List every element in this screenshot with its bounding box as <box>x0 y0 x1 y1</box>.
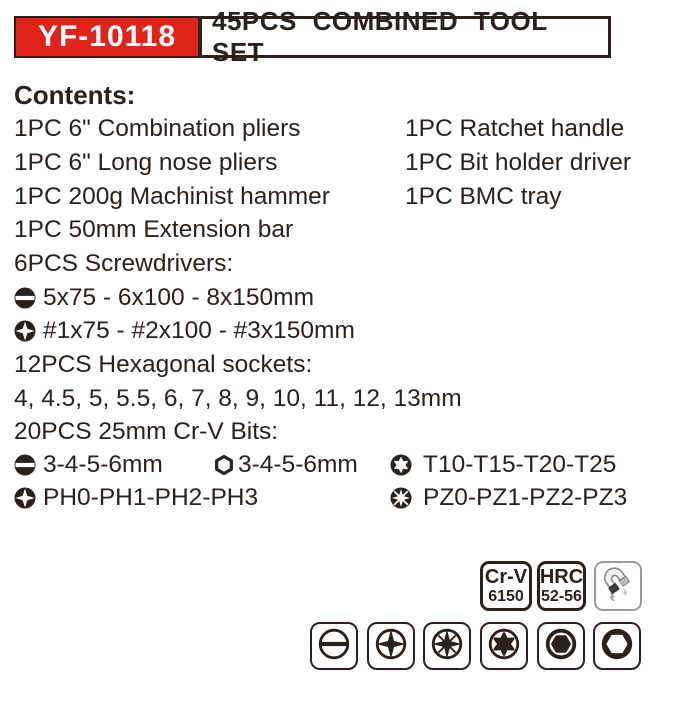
list-item: 1PC Bit holder driver <box>405 149 632 176</box>
magnet-icon <box>598 564 638 609</box>
hex-drive-icon <box>542 625 580 668</box>
pozidriv-drive-box <box>423 622 471 670</box>
slotted-drive-box <box>310 622 358 670</box>
slotted-screwdriver-icon <box>14 287 36 309</box>
hex-socket-sizes: 4, 4.5, 5, 5.5, 6, 7, 8, 9, 10, 11, 12, 13mm <box>14 385 462 412</box>
pozidriv-drive-icon <box>428 625 466 668</box>
slotted-drive-icon <box>315 625 353 668</box>
crv-steel-badge <box>480 561 532 611</box>
hex-sockets-heading-row <box>14 348 669 382</box>
product-code-badge <box>14 16 200 58</box>
torx-bit-icon <box>390 454 412 476</box>
hex-bit-icon <box>213 454 235 476</box>
torx-drive-box <box>480 622 528 670</box>
phillips-drive-icon <box>372 625 410 668</box>
list-item: 1PC Ratchet handle <box>405 115 625 142</box>
product-title: 45PCS COMBINED TOOL SET <box>212 6 548 67</box>
hardness-badge <box>537 561 586 611</box>
phillips-screwdriver-icon <box>14 320 36 342</box>
phillips-sizes: #1x75 - #2x100 - #3x150mm <box>43 317 355 344</box>
header <box>14 6 611 67</box>
crv-grade: 6150 <box>488 588 524 605</box>
hex-bit-sizes: 3-4-5-6mm <box>238 451 358 478</box>
list-row <box>14 180 669 214</box>
phillips-bit-icon <box>14 487 36 509</box>
section-heading: 20PCS 25mm Cr-V Bits: <box>14 418 279 445</box>
hex-drive-box <box>537 622 585 670</box>
hex-socket-drive-box <box>593 622 641 670</box>
list-row <box>14 213 669 247</box>
torx-drive-icon <box>485 625 523 668</box>
slotted-bit-sizes: 3-4-5-6mm <box>43 451 163 478</box>
list-item: 1PC BMC tray <box>405 183 562 210</box>
slotted-bit-icon <box>14 454 36 476</box>
product-code: YF-10118 <box>37 20 177 53</box>
list-row <box>14 146 669 180</box>
torx-bit-sizes: T10-T15-T20-T25 <box>423 451 617 478</box>
screwdrivers-heading-row <box>14 247 669 281</box>
list-item: 1PC 200g Machinist hammer <box>14 183 330 210</box>
list-row <box>14 112 669 146</box>
bits-row-2 <box>14 481 669 515</box>
pozidriv-bit-sizes: PZ0-PZ1-PZ2-PZ3 <box>423 484 628 511</box>
screwdrivers-phillips-row <box>14 314 669 348</box>
screwdrivers-slotted-row <box>14 281 669 315</box>
list-item: 1PC 6" Long nose pliers <box>14 149 278 176</box>
pozidriv-bit-icon <box>390 487 412 509</box>
section-heading: 12PCS Hexagonal sockets: <box>14 351 313 378</box>
magnetic-badge <box>594 561 642 611</box>
slotted-sizes: 5x75 - 6x100 - 8x150mm <box>43 284 314 311</box>
crv-label: Cr-V <box>484 566 528 588</box>
product-title-box <box>199 6 611 67</box>
list-item: 1PC 6" Combination pliers <box>14 115 301 142</box>
phillips-bit-sizes: PH0-PH1-PH2-PH3 <box>43 484 259 511</box>
hex-sockets-sizes-row <box>14 382 669 416</box>
phillips-drive-box <box>367 622 415 670</box>
hrc-range: 52-56 <box>541 588 582 605</box>
hrc-label: HRC <box>539 566 584 588</box>
list-item: 1PC 50mm Extension bar <box>14 216 294 243</box>
bits-heading-row <box>14 415 669 449</box>
hex-socket-drive-icon <box>598 625 636 668</box>
section-heading: 6PCS Screwdrivers: <box>14 250 234 277</box>
bits-row-1 <box>14 448 669 482</box>
contents-heading: Contents: <box>14 80 136 110</box>
